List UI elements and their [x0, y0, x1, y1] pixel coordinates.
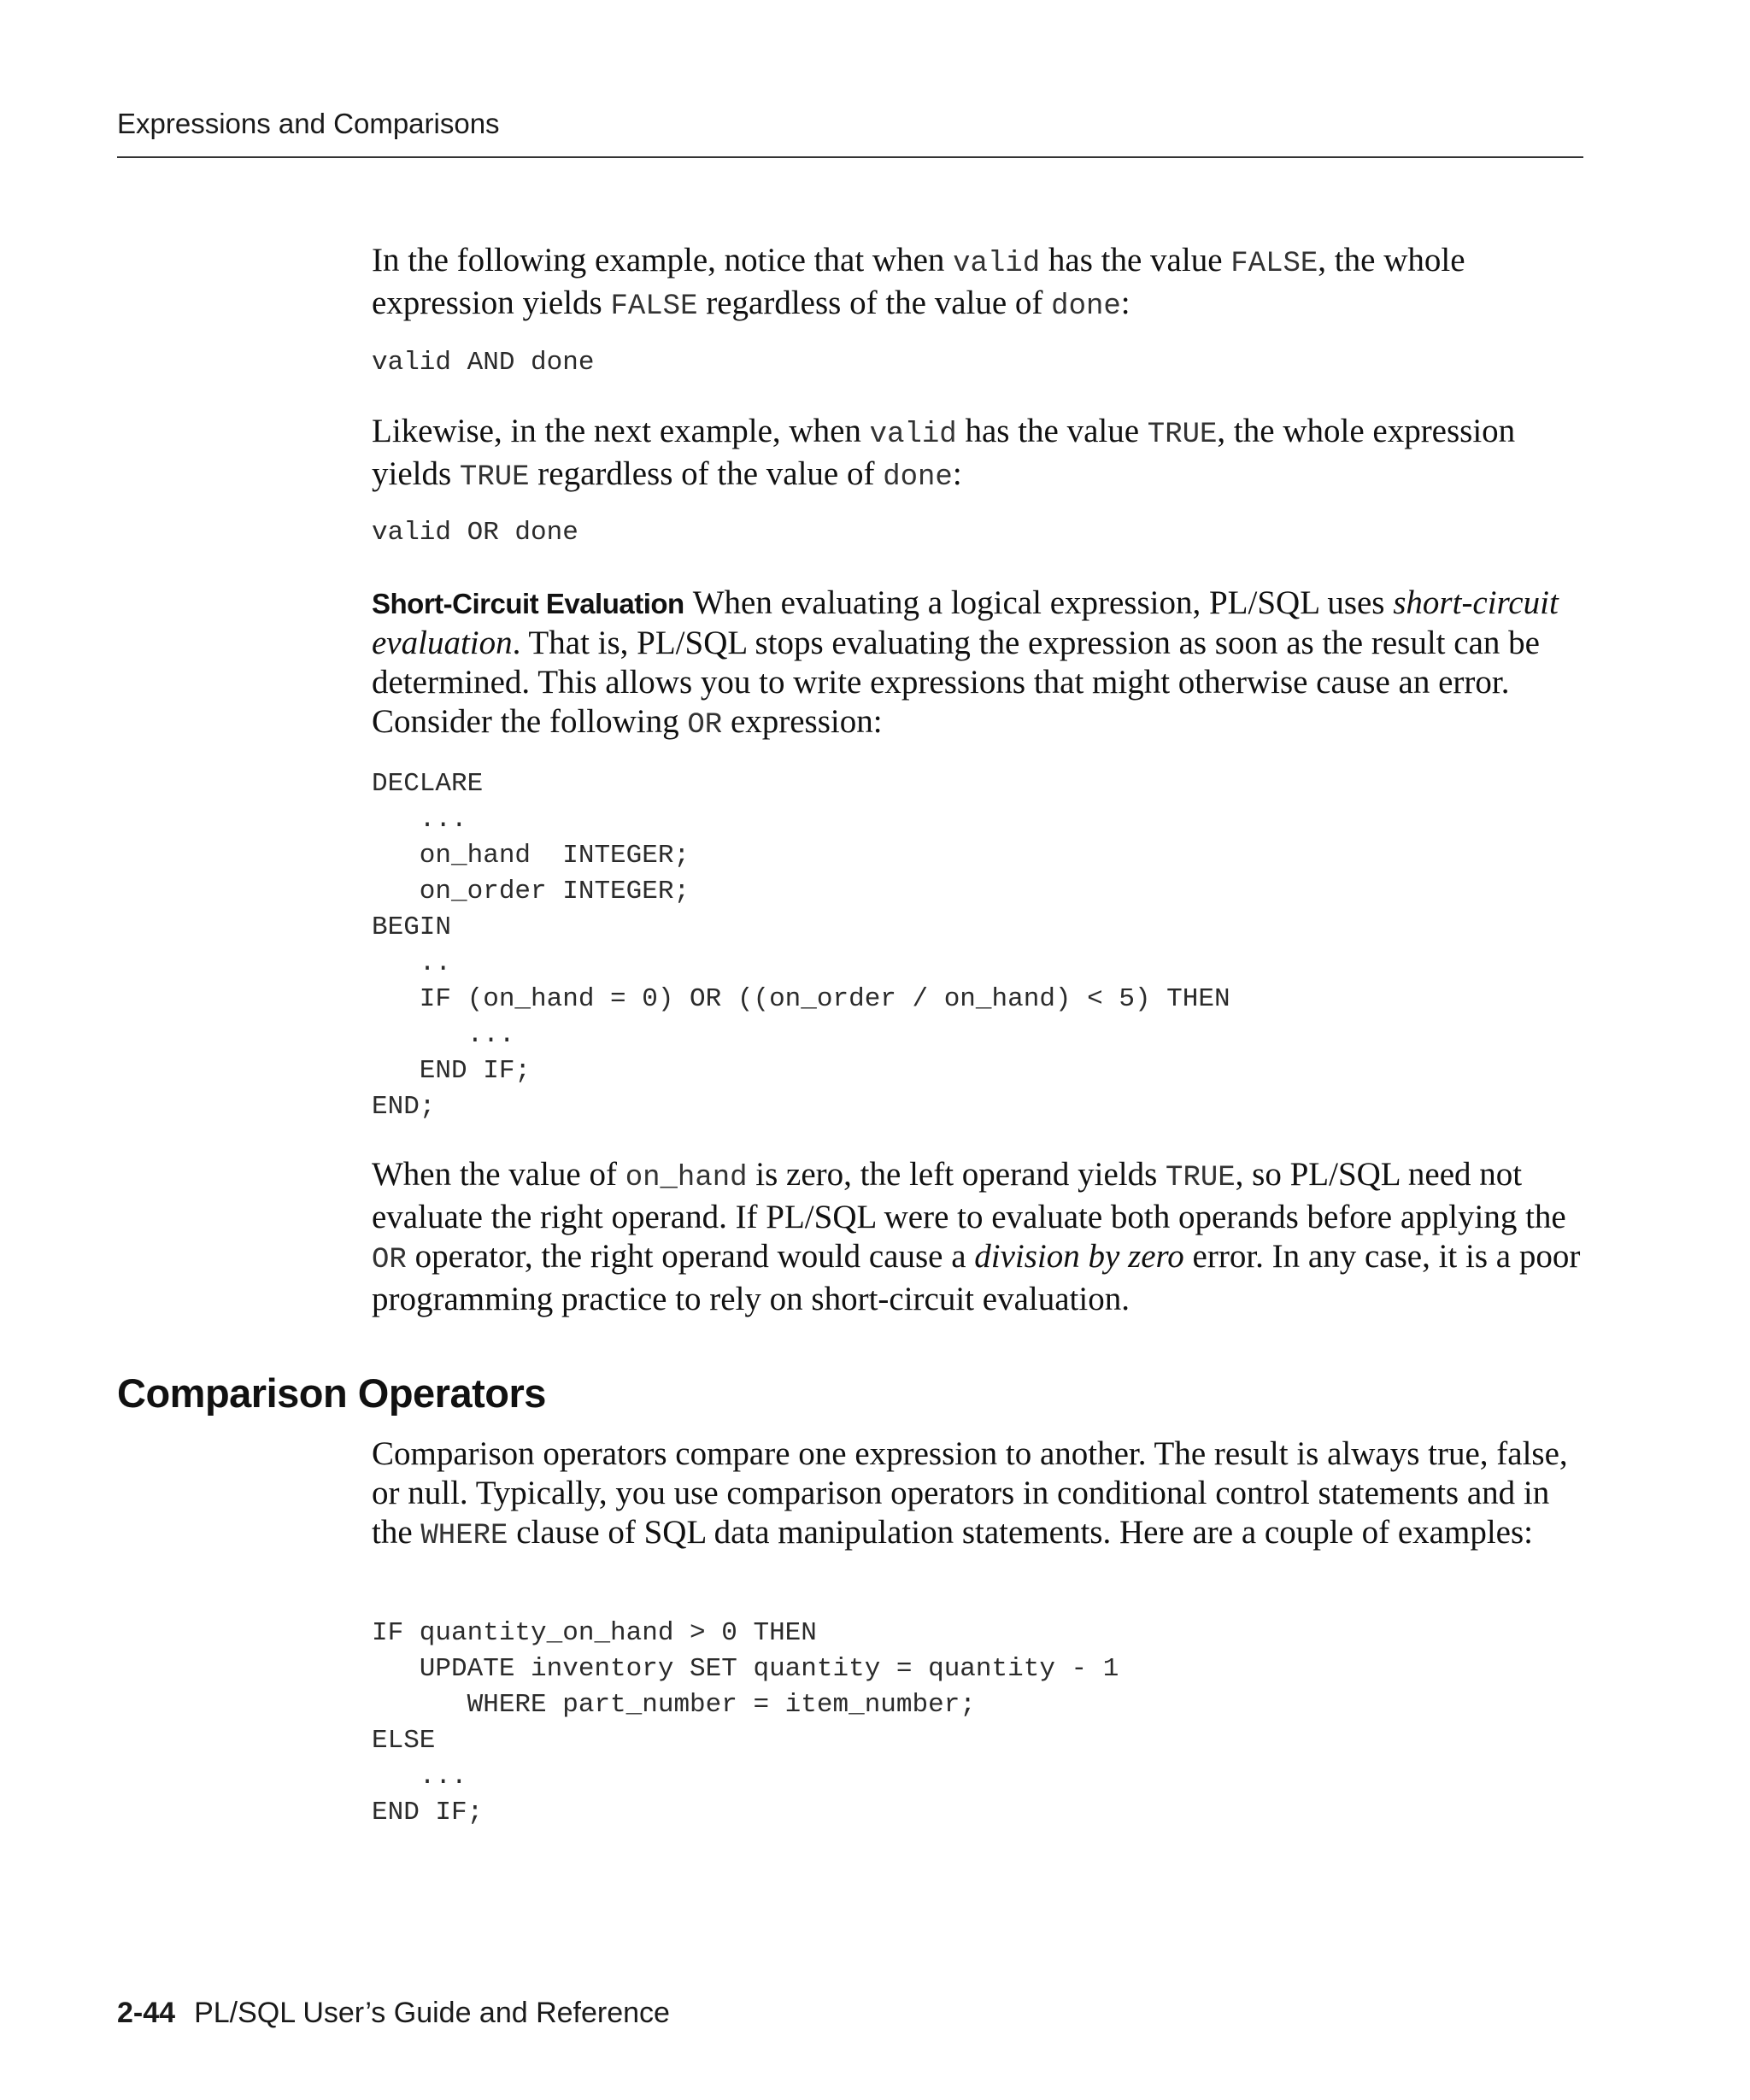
page-footer	[117, 1997, 670, 2030]
code-block	[372, 345, 1585, 381]
paragraph-on-hand-zero	[372, 1155, 1589, 1319]
code-line: on_hand INTEGER;	[372, 841, 690, 871]
code-line: END IF;	[372, 1056, 531, 1086]
paragraph	[372, 1155, 1589, 1319]
inline-code: FALSE	[610, 290, 698, 323]
code-line: DECLARE	[372, 769, 484, 799]
text-run: regardless of the value of	[529, 455, 884, 492]
paragraph-comparison-intro	[372, 1434, 1585, 1556]
text-run: regardless of the value of	[697, 284, 1052, 321]
code-line: valid OR done	[372, 518, 578, 548]
code-example-or	[372, 515, 1585, 551]
section-heading: Comparison Operators	[117, 1370, 546, 1416]
code-line: END IF;	[372, 1798, 484, 1827]
paragraph	[372, 241, 1585, 326]
inline-code: on_hand	[625, 1162, 748, 1194]
inline-code: FALSE	[1230, 248, 1318, 280]
paragraph-or-operator	[372, 412, 1585, 497]
header-rule	[117, 156, 1583, 158]
text-run: Likewise, in the next example, when	[372, 413, 870, 449]
text-run: In the following example, notice that when	[372, 242, 954, 279]
inline-code: TRUE	[1166, 1162, 1236, 1194]
text-run: is zero, the left operand yields	[747, 1156, 1166, 1193]
text-run: :	[1120, 284, 1130, 321]
page-number: 2-44	[117, 1997, 176, 2029]
book-title: PL/SQL User’s Guide and Reference	[194, 1997, 670, 2029]
code-line: ELSE	[372, 1726, 436, 1756]
text-run: has the value	[1040, 242, 1231, 279]
code-block	[372, 515, 1585, 551]
inline-code: done	[1051, 290, 1121, 323]
text-run: . That is, PL/SQL stops evaluating the expression as soon as the result can be determined. This allows you to write expressions that might otherwise cause an error. Consider the following	[372, 625, 1548, 740]
inline-code: valid	[869, 419, 957, 451]
text-run: error. In any case, it is a poor programming practice to rely on short-circuit evaluation.	[372, 1238, 1589, 1317]
paragraph	[372, 584, 1585, 745]
code-line: ...	[372, 1020, 515, 1050]
code-example-if-quantity	[372, 1616, 1585, 1831]
inline-code: done	[883, 461, 953, 494]
code-line: on_order INTEGER;	[372, 877, 690, 906]
text-run: When the value of	[372, 1156, 625, 1193]
code-line: UPDATE inventory SET quantity = quantity - 1	[372, 1654, 1119, 1684]
inline-code: TRUE	[459, 461, 530, 494]
inline-code: OR	[372, 1244, 407, 1276]
inline-code: valid	[953, 248, 1041, 280]
code-line: WHERE part_number = item_number;	[372, 1690, 976, 1720]
paragraph	[372, 412, 1585, 497]
emphasis-text: short-circuit evaluation	[372, 584, 1567, 661]
code-line: END;	[372, 1092, 436, 1122]
paragraph	[372, 1434, 1585, 1556]
paragraph-short-circuit	[372, 584, 1585, 745]
code-line: IF (on_hand = 0) OR ((on_order / on_hand) < 5) THEN	[372, 984, 1230, 1014]
code-example-declare	[372, 766, 1585, 1125]
text-run: clause of SQL data manipulation statements. Here are a couple of examples:	[508, 1514, 1533, 1551]
code-block	[372, 1616, 1585, 1831]
running-header: Expressions and Comparisons	[117, 108, 500, 139]
inline-code: WHERE	[420, 1520, 508, 1552]
code-line: BEGIN	[372, 912, 452, 942]
text-run: has the value	[956, 413, 1148, 449]
text-run: expression:	[722, 703, 883, 740]
code-line: valid AND done	[372, 348, 595, 378]
code-block	[372, 766, 1585, 1125]
code-line: ...	[372, 805, 467, 835]
emphasis-text: division by zero	[974, 1238, 1184, 1275]
inline-code: OR	[687, 709, 723, 742]
text-run: Comparison operators compare one expression to another. The result is always true, false, or null. Typically, you use comparison operators in conditional control statements and in the	[372, 1435, 1577, 1551]
text-run: , the whole expression yields	[372, 242, 1474, 321]
code-line: ...	[372, 1762, 467, 1792]
code-line: ..	[372, 948, 452, 978]
text-run: operator, the right operand would cause a	[406, 1238, 975, 1275]
code-line: IF quantity_on_hand > 0 THEN	[372, 1618, 817, 1648]
text-run: , so PL/SQL need not evaluate the right operand. If PL/SQL were to evaluate both operands before applying the	[372, 1156, 1575, 1235]
run-in-heading: Short-Circuit Evaluation	[372, 588, 684, 619]
text-run: , the whole expression yields	[372, 413, 1524, 492]
text-run: When evaluating a logical expression, PL/SQL uses	[692, 584, 1394, 621]
paragraph-and-operator-intro	[372, 241, 1585, 326]
text-run: :	[952, 455, 962, 492]
code-example-and	[372, 345, 1585, 381]
inline-code: TRUE	[1147, 419, 1218, 451]
